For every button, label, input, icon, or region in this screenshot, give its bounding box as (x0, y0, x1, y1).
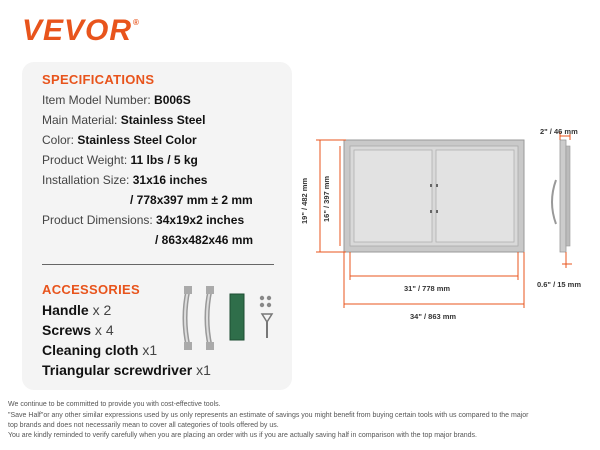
spec-item-model: Item Model Number: B006S (42, 93, 191, 107)
handle-icon (206, 286, 214, 350)
height-outer-label: 19" / 482 mm (300, 177, 309, 224)
spec-product-dimensions: Product Dimensions: 34x19x2 inches (42, 213, 245, 227)
specifications-title: SPECIFICATIONS (42, 72, 155, 87)
spec-material: Main Material: Stainless Steel (42, 113, 206, 127)
spec-installation-size-mm: / 778x397 mm ± 2 mm (130, 193, 253, 207)
height-inner-label: 16" / 397 mm (322, 175, 331, 222)
width-outer-label: 34" / 863 mm (410, 312, 457, 321)
disclaimer-line: "Save Half"or any other similar expressions used by us only represents an estimate of savings you might benefit from buying certain tools with us compared to the major (8, 412, 529, 419)
width-inner-label: 31" / 778 mm (404, 284, 451, 293)
accessories-title: ACCESSORIES (42, 282, 140, 297)
spec-product-dimensions-mm: / 863x482x46 mm (155, 233, 254, 247)
depth-bottom-label: 0.6" / 15 mm (537, 280, 581, 289)
brand-logo: VEVOR® (22, 14, 140, 47)
screwdriver-icon (262, 314, 272, 338)
disclaimer-line: We continue to be committed to provide you with cost-effective tools. (8, 401, 221, 408)
accessory-item: Triangular screwdriver x1 (42, 362, 211, 378)
cleaning-cloth-icon (230, 294, 244, 340)
depth-top-label: 2" / 46 mm (540, 127, 578, 136)
disclaimer-line: top brands and does not necessarily mean to cover all categories of tools offered by us. (8, 422, 279, 429)
accessory-item: Handle x 2 (42, 302, 112, 318)
spec-installation-size: Installation Size: 31x16 inches (42, 173, 208, 187)
door-front-diagram (344, 140, 524, 252)
screws-icon (260, 296, 271, 307)
disclaimer-line: You are kindly reminded to verify carefully when you are placing an order with us if you are actually saving half in comparison with the top major brands. (8, 432, 477, 439)
accessory-item: Cleaning cloth x1 (42, 342, 158, 358)
spec-weight: Product Weight: 11 lbs / 5 kg (42, 153, 198, 167)
spec-color: Color: Stainless Steel Color (42, 133, 197, 147)
door-side-diagram (552, 140, 570, 252)
handle-icon (184, 286, 192, 350)
accessory-item: Screws x 4 (42, 322, 114, 338)
